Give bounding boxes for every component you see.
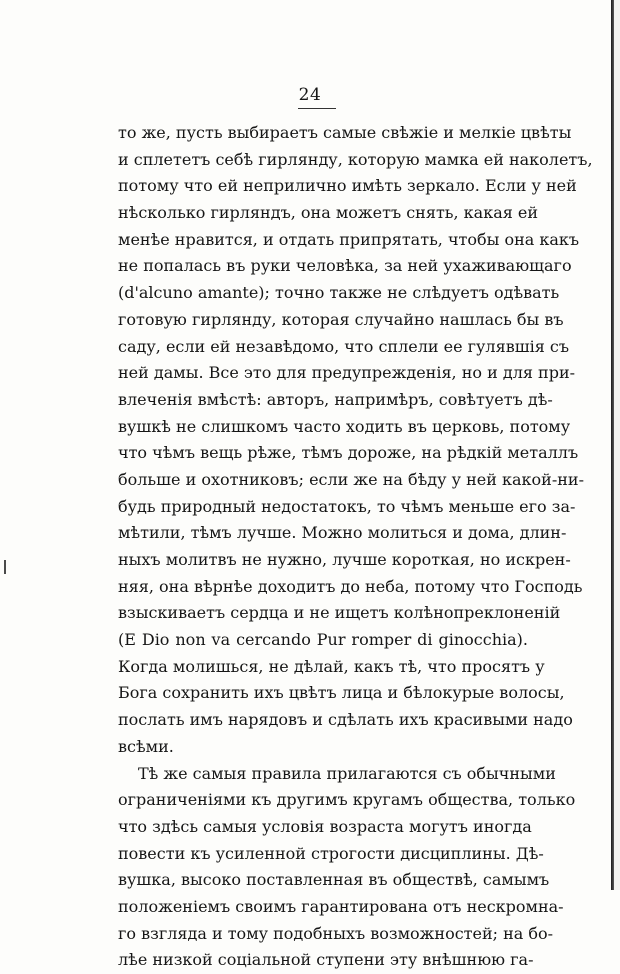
text-line: (E Dio non va cercando Pur romper di ginocchia). [118,627,528,654]
text-line: саду, если ей незавѣдомо, что сплели ее гулявшія съ [118,334,528,361]
text-line: не попалась въ руки человѣка, за ней ухаживающаго [118,253,528,280]
body-text [118,120,528,974]
page-number-rule [298,108,336,109]
text-line: повести къ усиленной строгости дисциплины. Дѣ- [118,841,528,868]
page-number: 24 [0,85,620,105]
text-line: больше и охотниковъ; если же на бѣду у ней какой-ни- [118,467,528,494]
text-line: мѣтили, тѣмъ лучше. Можно молиться и дома, длин- [118,520,528,547]
text-line: вушка, высоко поставленная въ обществѣ, самымъ [118,867,528,894]
text-line: ней дамы. Все это для предупрежденія, но и для при- [118,360,528,387]
text-line: ограниченіями къ другимъ кругамъ общества, только [118,787,528,814]
text-line: взыскиваетъ сердца и не ищетъ колѣнопреклоненій [118,600,528,627]
text-line: няя, она вѣрнѣе доходитъ до неба, потому что Господь [118,574,528,601]
text-line: готовую гирлянду, которая случайно нашлась бы въ [118,307,528,334]
text-line: Тѣ же самыя правила прилагаются съ обычными [118,761,528,788]
text-line: нѣсколько гирляндъ, она можетъ снять, какая ей [118,200,528,227]
spine-mark [4,560,6,574]
text-line: всѣми. [118,734,528,761]
text-line: ныхъ молитвъ не нужно, лучше короткая, но искрен- [118,547,528,574]
text-line: (d'alcuno amante); точно также не слѣдуетъ одѣвать [118,280,528,307]
page-edge-shadow [614,0,620,890]
text-line: будь природный недостатокъ, то чѣмъ меньше его за- [118,494,528,521]
text-line: вушкѣ не слишкомъ часто ходить въ церковь, потому [118,414,528,441]
text-line: потому что ей неприлично имѣть зеркало. Если у ней [118,173,528,200]
text-line: лѣе низкой соціальной ступени эту внѣшнюю га- [118,947,528,974]
text-line: послать имъ нарядовъ и сдѣлать ихъ красивыми надо [118,707,528,734]
page-binding-edge [611,0,614,890]
text-line: Когда молишься, не дѣлай, какъ тѣ, что просятъ у [118,654,528,681]
text-line: и сплететъ себѣ гирлянду, которую мамка ей наколетъ, [118,147,528,174]
text-line: влеченія вмѣстѣ: авторъ, напримѣръ, совѣтуетъ дѣ- [118,387,528,414]
text-line: го взгляда и тому подобныхъ возможностей; на бо- [118,921,528,948]
text-line: что чѣмъ вещь рѣже, тѣмъ дороже, на рѣдкій металлъ [118,440,528,467]
paragraph [118,761,528,974]
text-line: что здѣсь самыя условія возраста могутъ иногда [118,814,528,841]
text-line: положеніемъ своимъ гарантирована отъ нескромна- [118,894,528,921]
paragraph [118,120,528,761]
text-line: Бога сохранить ихъ цвѣтъ лица и бѣлокурые волосы, [118,680,528,707]
text-line: то же, пусть выбираетъ самые свѣжіе и мелкіе цвѣты [118,120,528,147]
text-line: менѣе нравится, и отдать припрятать, чтобы она какъ [118,227,528,254]
